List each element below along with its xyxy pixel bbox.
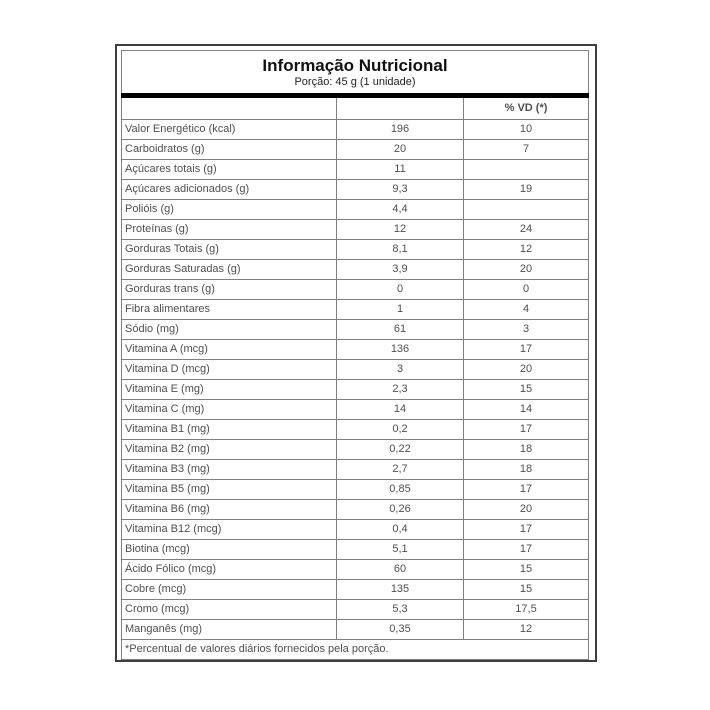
table-row [122,500,589,520]
nutrient-amount: 0,35 [337,620,464,640]
nutrient-name: Vitamina B12 (mcg) [122,520,337,540]
footnote: *Percentual de valores diários fornecidos pela porção. [122,640,589,660]
nutrient-amount: 1 [337,300,464,320]
table-row [122,180,589,200]
footnote-row [122,640,589,660]
nutrient-vd: 17,5 [464,600,589,620]
nutrient-vd: 18 [464,460,589,480]
nutrient-amount: 3 [337,360,464,380]
table-row [122,560,589,580]
nutrition-table [121,50,589,660]
table-row [122,600,589,620]
nutrient-amount: 14 [337,400,464,420]
table-row [122,340,589,360]
nutrient-amount: 136 [337,340,464,360]
nutrient-name: Biotina (mcg) [122,540,337,560]
nutrient-vd: 12 [464,240,589,260]
nutrient-name: Proteínas (g) [122,220,337,240]
nutrient-name: Vitamina D (mcg) [122,360,337,380]
nutrient-name: Cobre (mcg) [122,580,337,600]
nutrient-amount: 0,26 [337,500,464,520]
table-row [122,540,589,560]
nutrient-name: Valor Energético (kcal) [122,120,337,140]
nutrient-vd: 0 [464,280,589,300]
nutrient-amount: 3,9 [337,260,464,280]
nutrient-name: Carboidratos (g) [122,140,337,160]
table-row [122,520,589,540]
table-row [122,360,589,380]
table-row [122,220,589,240]
table-row [122,260,589,280]
nutrient-amount: 0 [337,280,464,300]
nutrient-name: Vitamina C (mg) [122,400,337,420]
nutrient-amount: 4,4 [337,200,464,220]
nutrient-name: Vitamina B6 (mg) [122,500,337,520]
nutrient-vd: 15 [464,580,589,600]
nutrient-vd: 20 [464,500,589,520]
table-row [122,620,589,640]
nutrient-name: Vitamina B2 (mg) [122,440,337,460]
table-row [122,440,589,460]
nutrient-amount: 61 [337,320,464,340]
table-row [122,580,589,600]
nutrient-name: Polióis (g) [122,200,337,220]
nutrient-amount: 9,3 [337,180,464,200]
nutrient-name: Sódio (mg) [122,320,337,340]
table-row [122,200,589,220]
nutrient-name: Açúcares adicionados (g) [122,180,337,200]
nutrient-amount: 60 [337,560,464,580]
nutrient-vd: 3 [464,320,589,340]
nutrient-vd: 20 [464,260,589,280]
table-row [122,460,589,480]
nutrient-vd: 17 [464,420,589,440]
nutrient-vd [464,160,589,180]
table-row [122,120,589,140]
nutrient-vd: 17 [464,540,589,560]
nutrient-amount: 12 [337,220,464,240]
table-row [122,420,589,440]
nutrient-vd: 12 [464,620,589,640]
nutrient-name: Ácido Fólico (mcg) [122,560,337,580]
label-title: Informação Nutricional [262,56,448,75]
nutrient-amount: 11 [337,160,464,180]
nutrient-amount: 2,7 [337,460,464,480]
table-row [122,240,589,260]
label-title-block [122,51,589,96]
nutrient-amount: 0,22 [337,440,464,460]
nutrient-vd: 19 [464,180,589,200]
nutrient-amount: 20 [337,140,464,160]
nutrient-amount: 5,3 [337,600,464,620]
nutrient-rows [122,120,589,640]
nutrient-amount: 196 [337,120,464,140]
nutrient-vd: 17 [464,520,589,540]
nutrient-vd: 4 [464,300,589,320]
nutrient-amount: 0,2 [337,420,464,440]
table-row [122,160,589,180]
nutrient-vd: 17 [464,340,589,360]
nutrient-name: Vitamina B3 (mg) [122,460,337,480]
nutrient-name: Gorduras Saturadas (g) [122,260,337,280]
table-row [122,280,589,300]
nutrient-amount: 0,85 [337,480,464,500]
title-row [122,51,589,96]
nutrient-name: Manganês (mg) [122,620,337,640]
header-vd: % VD (*) [464,96,589,120]
nutrient-name: Gorduras Totais (g) [122,240,337,260]
serving-size: Porção: 45 g (1 unidade) [294,76,416,88]
nutrient-vd: 14 [464,400,589,420]
table-row [122,140,589,160]
nutrient-amount: 135 [337,580,464,600]
nutrient-name: Cromo (mcg) [122,600,337,620]
column-header-row [122,96,589,120]
nutrient-vd: 15 [464,380,589,400]
table-row [122,480,589,500]
nutrient-vd: 15 [464,560,589,580]
nutrient-amount: 5,1 [337,540,464,560]
nutrient-amount: 2,3 [337,380,464,400]
nutrient-vd: 7 [464,140,589,160]
nutrient-name: Vitamina B5 (mg) [122,480,337,500]
nutrient-vd [464,200,589,220]
nutrient-name: Gorduras trans (g) [122,280,337,300]
table-row [122,380,589,400]
nutrient-name: Vitamina E (mg) [122,380,337,400]
header-nutrient [122,96,337,120]
table-row [122,320,589,340]
nutrient-amount: 8,1 [337,240,464,260]
table-row [122,400,589,420]
nutrition-label [115,44,597,662]
table-row [122,300,589,320]
nutrient-amount: 0,4 [337,520,464,540]
nutrient-name: Fibra alimentares [122,300,337,320]
nutrient-vd: 20 [464,360,589,380]
header-amount [337,96,464,120]
nutrient-vd: 18 [464,440,589,460]
nutrient-name: Açúcares totais (g) [122,160,337,180]
nutrient-vd: 10 [464,120,589,140]
nutrient-name: Vitamina A (mcg) [122,340,337,360]
nutrient-vd: 24 [464,220,589,240]
nutrient-name: Vitamina B1 (mg) [122,420,337,440]
nutrient-vd: 17 [464,480,589,500]
